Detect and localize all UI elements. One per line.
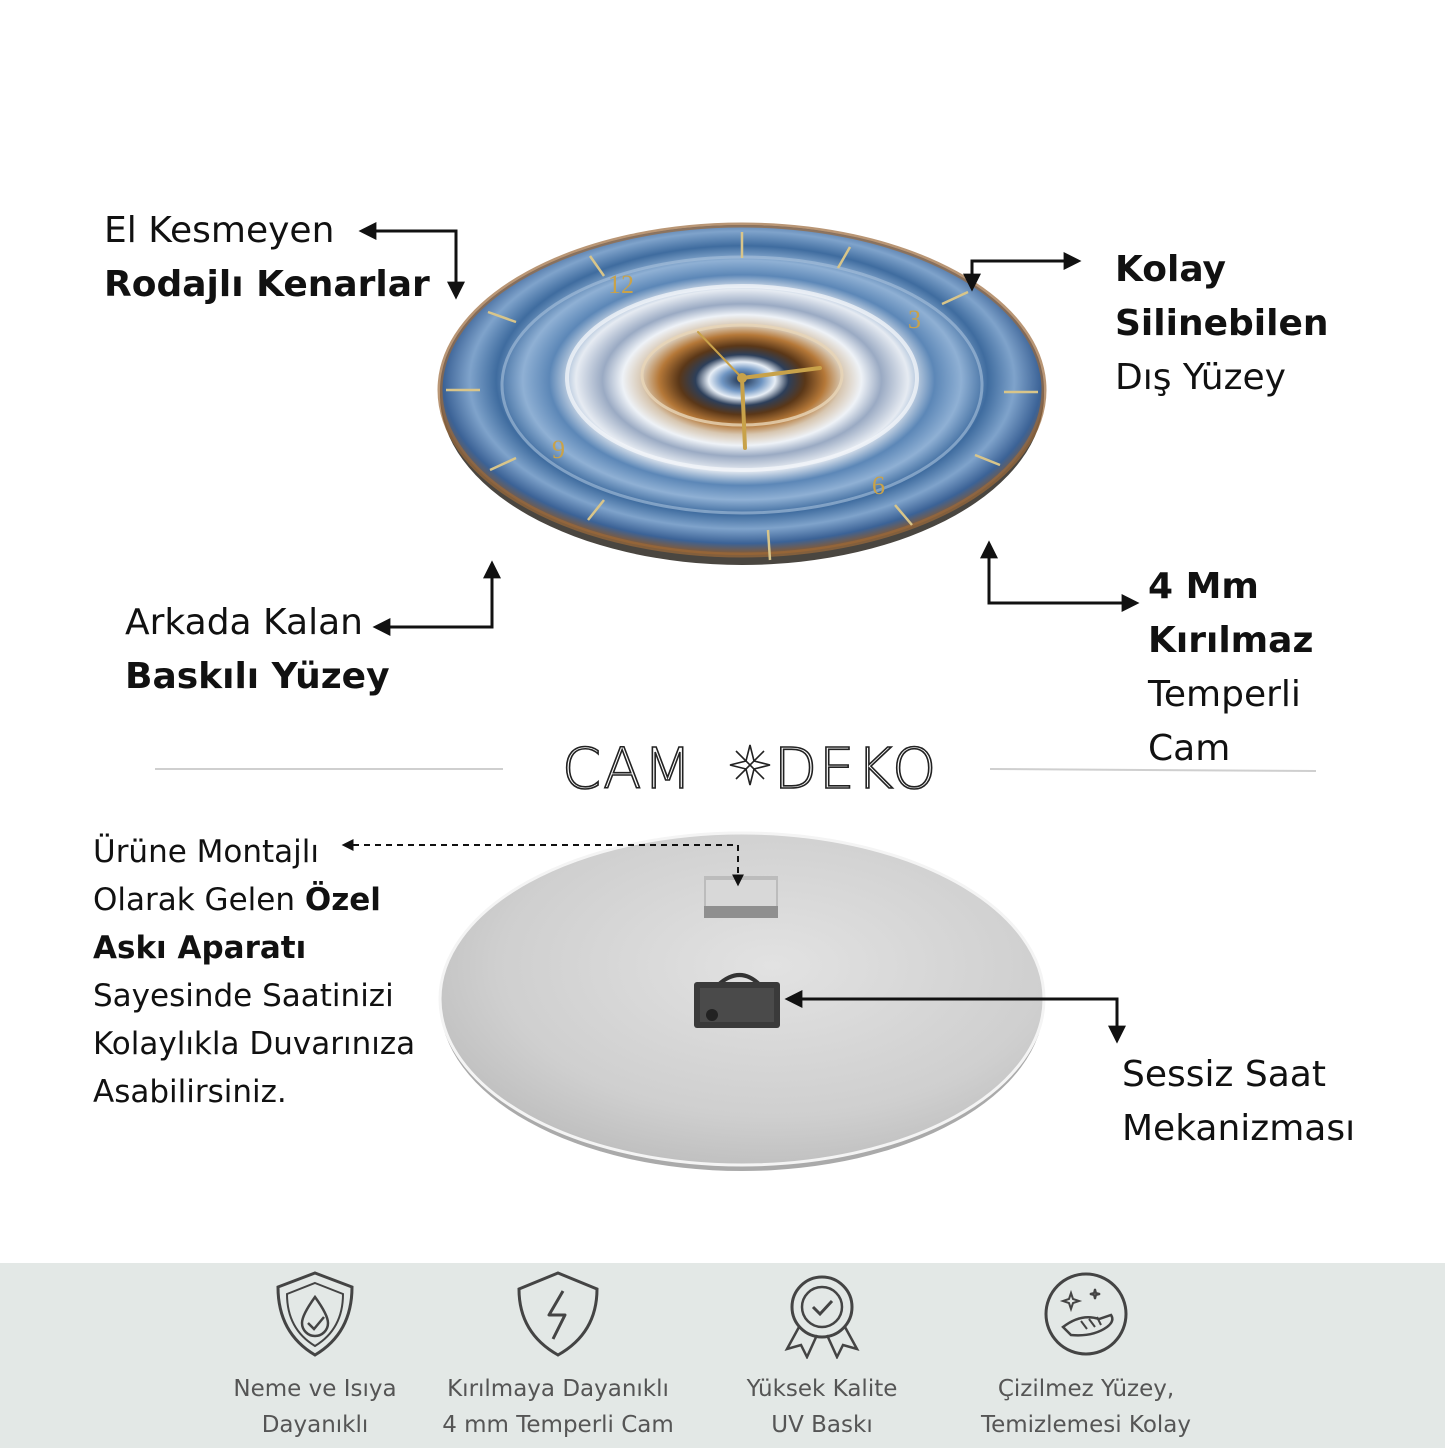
quality-badge-icon bbox=[777, 1269, 867, 1359]
feature-bar bbox=[0, 1263, 1445, 1448]
feature-quality-line2: UV Baskı bbox=[771, 1412, 873, 1438]
callout-glass: 4 Mm Kırılmaz Temperli Cam bbox=[1148, 566, 1314, 769]
feature-scratch-line2: Temizlemesi Kolay bbox=[980, 1412, 1192, 1438]
callout-surface: Kolay Silinebilen Dış Yüzey bbox=[1115, 249, 1329, 398]
callout-edge: El Kesmeyen Rodajlı Kenarlar bbox=[104, 210, 430, 305]
svg-text:DEKO: DEKO bbox=[774, 737, 939, 800]
callout-mechanism: Sessiz Saat Mekanizması bbox=[1122, 1054, 1356, 1149]
clock-number-3: 3 bbox=[908, 305, 921, 334]
camdeko-logo bbox=[560, 730, 940, 800]
clock-number-9: 9 bbox=[552, 435, 565, 464]
clock-number-6: 6 bbox=[872, 471, 885, 500]
feature-scratch-line1: Çizilmez Yüzey, bbox=[997, 1376, 1175, 1402]
clock-number-12: 12 bbox=[608, 270, 634, 299]
feature-quality-line1: Yüksek Kalite bbox=[746, 1376, 898, 1402]
hanger-text-bold: Özel bbox=[304, 882, 381, 918]
hanger-text-normal: Olarak Gelen bbox=[93, 882, 305, 918]
clock-back-image bbox=[440, 833, 1044, 1171]
feature-unbreakable-line2: 4 mm Temperli Cam bbox=[442, 1412, 674, 1438]
callout-hanger: Ürüne Montajlı Olarak Gelen Özel Askı Aparatı Sayesinde Saatinizi Kolaylıkla Duvarınıza Asabilirsiniz. bbox=[93, 834, 416, 1110]
feature-moisture-line1: Neme ve Isıya bbox=[233, 1376, 397, 1402]
callout-print: Arkada Kalan Baskılı Yüzey bbox=[125, 602, 390, 697]
feature-moisture-line2: Dayanıklı bbox=[261, 1412, 369, 1438]
svg-text:CAM: CAM bbox=[562, 737, 694, 800]
lightning-shield-icon bbox=[513, 1269, 603, 1359]
water-drop-shield-icon bbox=[270, 1269, 360, 1359]
feature-unbreakable-line1: Kırılmaya Dayanıklı bbox=[447, 1376, 669, 1402]
sparkle-wipe-icon bbox=[1041, 1269, 1131, 1359]
clock-front-image bbox=[440, 225, 1044, 565]
